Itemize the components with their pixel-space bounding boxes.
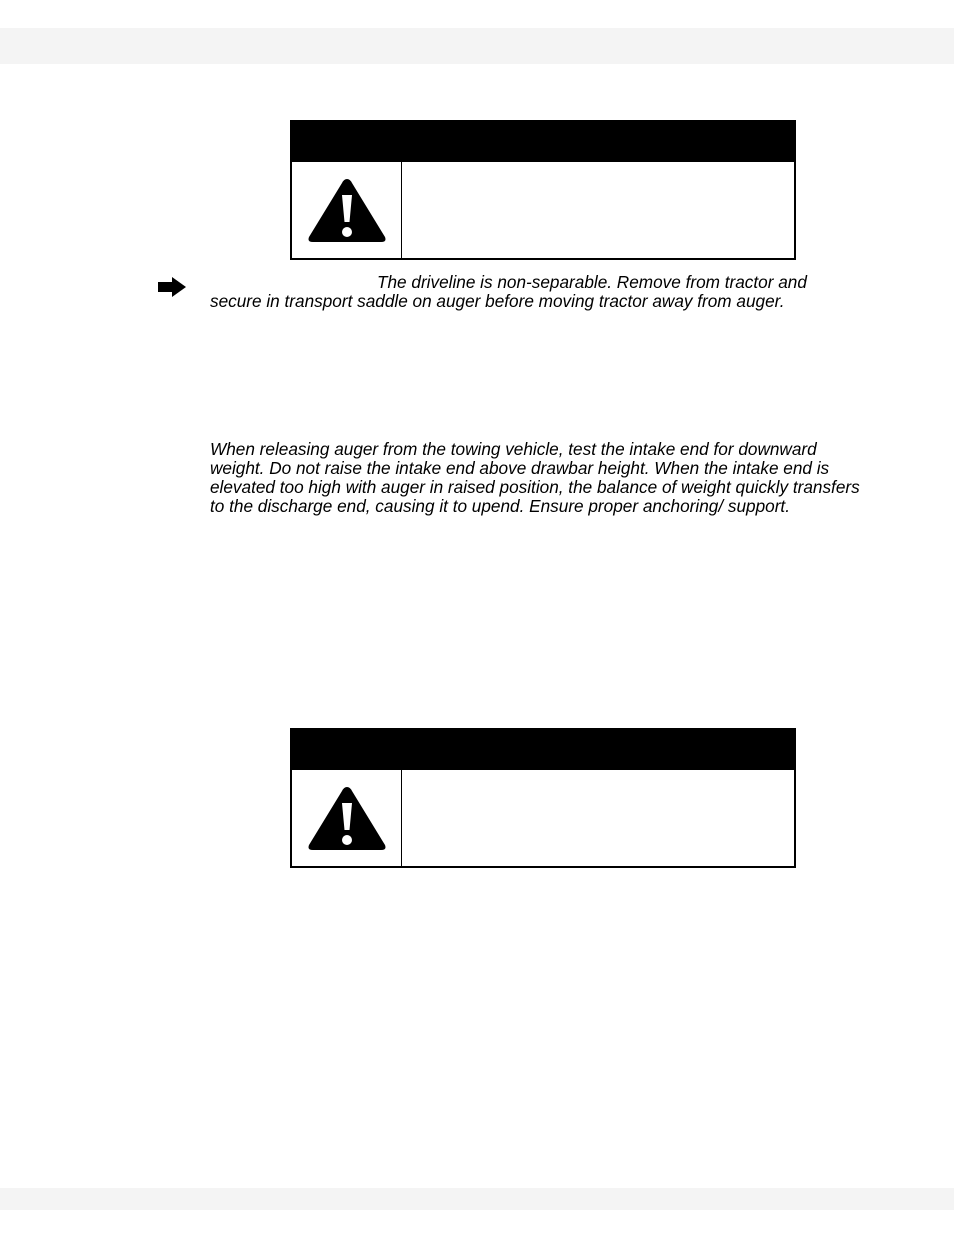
warning-triangle-icon xyxy=(306,783,388,853)
warning-box-1-header xyxy=(292,122,794,162)
header-band xyxy=(0,28,954,64)
arrow-right-icon xyxy=(157,276,187,298)
warning-box-2-text-cell xyxy=(402,770,794,866)
warning-box-1-body xyxy=(292,162,794,258)
warning-box-1-icon-cell xyxy=(292,162,402,258)
warning-box-1-text-cell xyxy=(402,162,794,258)
warning-box-2-header xyxy=(292,730,794,770)
warning-box-2-body xyxy=(292,770,794,866)
warning-box-1 xyxy=(290,120,796,260)
intake-warning-paragraph: When releasing auger from the towing vehicle, test the intake end for downward weight. Do not raise the intake end above drawbar height. When the intake end is elevated too high with auger in raised position, the balance of weight quickly transfers to the discharge end, causing it to upend. Ensure proper anchoring/ support. xyxy=(210,439,860,516)
note-text: The driveline is non-separable. Remove from tractor and secure in transport saddle on auger before moving tractor away from auger. xyxy=(210,272,807,311)
note-paragraph xyxy=(210,273,860,311)
warning-box-2 xyxy=(290,728,796,868)
warning-triangle-icon xyxy=(306,175,388,245)
warning-box-2-icon-cell xyxy=(292,770,402,866)
footer-band xyxy=(0,1188,954,1210)
